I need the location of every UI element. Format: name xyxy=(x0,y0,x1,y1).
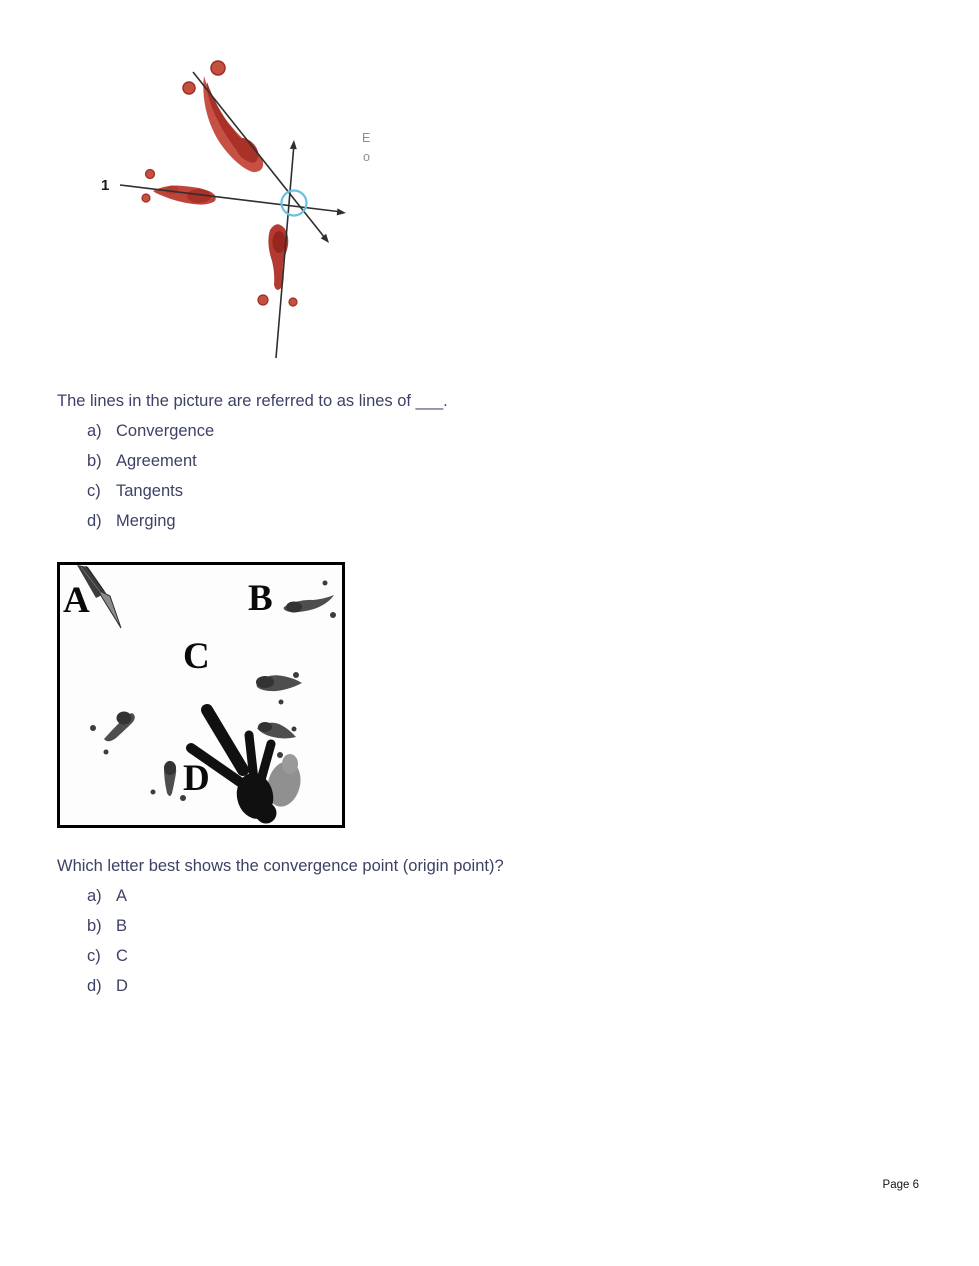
option-text: Tangents xyxy=(116,481,183,500)
blood-drop xyxy=(258,295,268,305)
blood-spatter-left xyxy=(90,712,135,755)
option-label: c) xyxy=(87,946,101,965)
blood-streak-bottom xyxy=(258,224,297,306)
blood-drop xyxy=(289,298,297,306)
option-text: Merging xyxy=(116,511,176,530)
spatter-dot xyxy=(90,725,96,731)
figure-crime-scene-sketch xyxy=(57,562,345,828)
question-2-option-b xyxy=(57,911,937,941)
blood-spatter-near-d xyxy=(151,761,187,801)
option-label: a) xyxy=(87,886,102,905)
arrowhead-up xyxy=(290,140,297,149)
figure2-letter-c: C xyxy=(183,636,210,677)
spatter-dot xyxy=(323,581,328,586)
figure-bloodstain-convergence xyxy=(95,52,380,362)
blood-drop xyxy=(146,170,155,179)
convergence-line-diagonal xyxy=(193,72,325,238)
figure1-partial-text-line1: E xyxy=(362,131,371,145)
question-1-option-d xyxy=(57,506,937,536)
question-1-option-c xyxy=(57,476,937,506)
figure1-label-1: 1 xyxy=(101,177,110,194)
option-text: Convergence xyxy=(116,421,215,440)
option-text: Agreement xyxy=(116,451,197,470)
question-2-options xyxy=(57,881,937,1001)
arrowhead-right xyxy=(337,208,346,215)
crime-scene-svg xyxy=(60,565,342,825)
blood-drop xyxy=(183,82,195,94)
question-1-options xyxy=(57,416,937,536)
blood-spatter-mid-right xyxy=(256,672,302,705)
figure2-letter-a: A xyxy=(63,580,90,621)
blood-drop xyxy=(211,61,225,75)
option-text: D xyxy=(116,976,128,995)
question-1-option-a xyxy=(57,416,937,446)
spatter-dot xyxy=(151,790,156,795)
figure2-letter-d: D xyxy=(183,758,210,799)
option-label: a) xyxy=(87,421,102,440)
question-1-option-b xyxy=(57,446,937,476)
spatter-dot xyxy=(104,750,109,755)
blood-drop xyxy=(142,194,150,202)
blood-streak-left xyxy=(142,170,216,205)
blood-streak-top xyxy=(183,61,263,172)
spatter-dot xyxy=(279,700,284,705)
spatter-dot xyxy=(293,672,299,678)
convergence-lines xyxy=(120,72,342,358)
spatter-dot xyxy=(292,727,297,732)
question-2-prompt: Which letter best shows the convergence point (origin point)? xyxy=(57,857,504,875)
option-label: b) xyxy=(87,451,102,470)
question-2-option-c xyxy=(57,941,937,971)
question-2-option-a xyxy=(57,881,937,911)
option-label: d) xyxy=(87,511,102,530)
bloodstain-convergence-svg xyxy=(95,52,380,362)
convergence-point-circle xyxy=(282,191,307,216)
spatter-dot xyxy=(330,612,336,618)
option-label: d) xyxy=(87,976,102,995)
option-label: c) xyxy=(87,481,101,500)
option-text: A xyxy=(116,886,128,905)
blood-spatter-b xyxy=(284,581,336,619)
question-1 xyxy=(57,390,937,536)
question-2-option-d xyxy=(57,971,937,1001)
option-text: B xyxy=(116,916,128,935)
question-2 xyxy=(57,855,937,1001)
figure1-partial-text-line2: o xyxy=(363,150,370,164)
convergence-line-horizontal xyxy=(120,185,342,212)
question-1-prompt: The lines in the picture are referred to as lines of ___. xyxy=(57,392,448,410)
blood-spatter-right xyxy=(257,722,297,758)
option-label: b) xyxy=(87,916,102,935)
page-number: Page 6 xyxy=(882,1179,919,1191)
spatter-dot xyxy=(277,752,283,758)
figure2-letter-b: B xyxy=(248,578,273,619)
option-text: C xyxy=(116,946,128,965)
